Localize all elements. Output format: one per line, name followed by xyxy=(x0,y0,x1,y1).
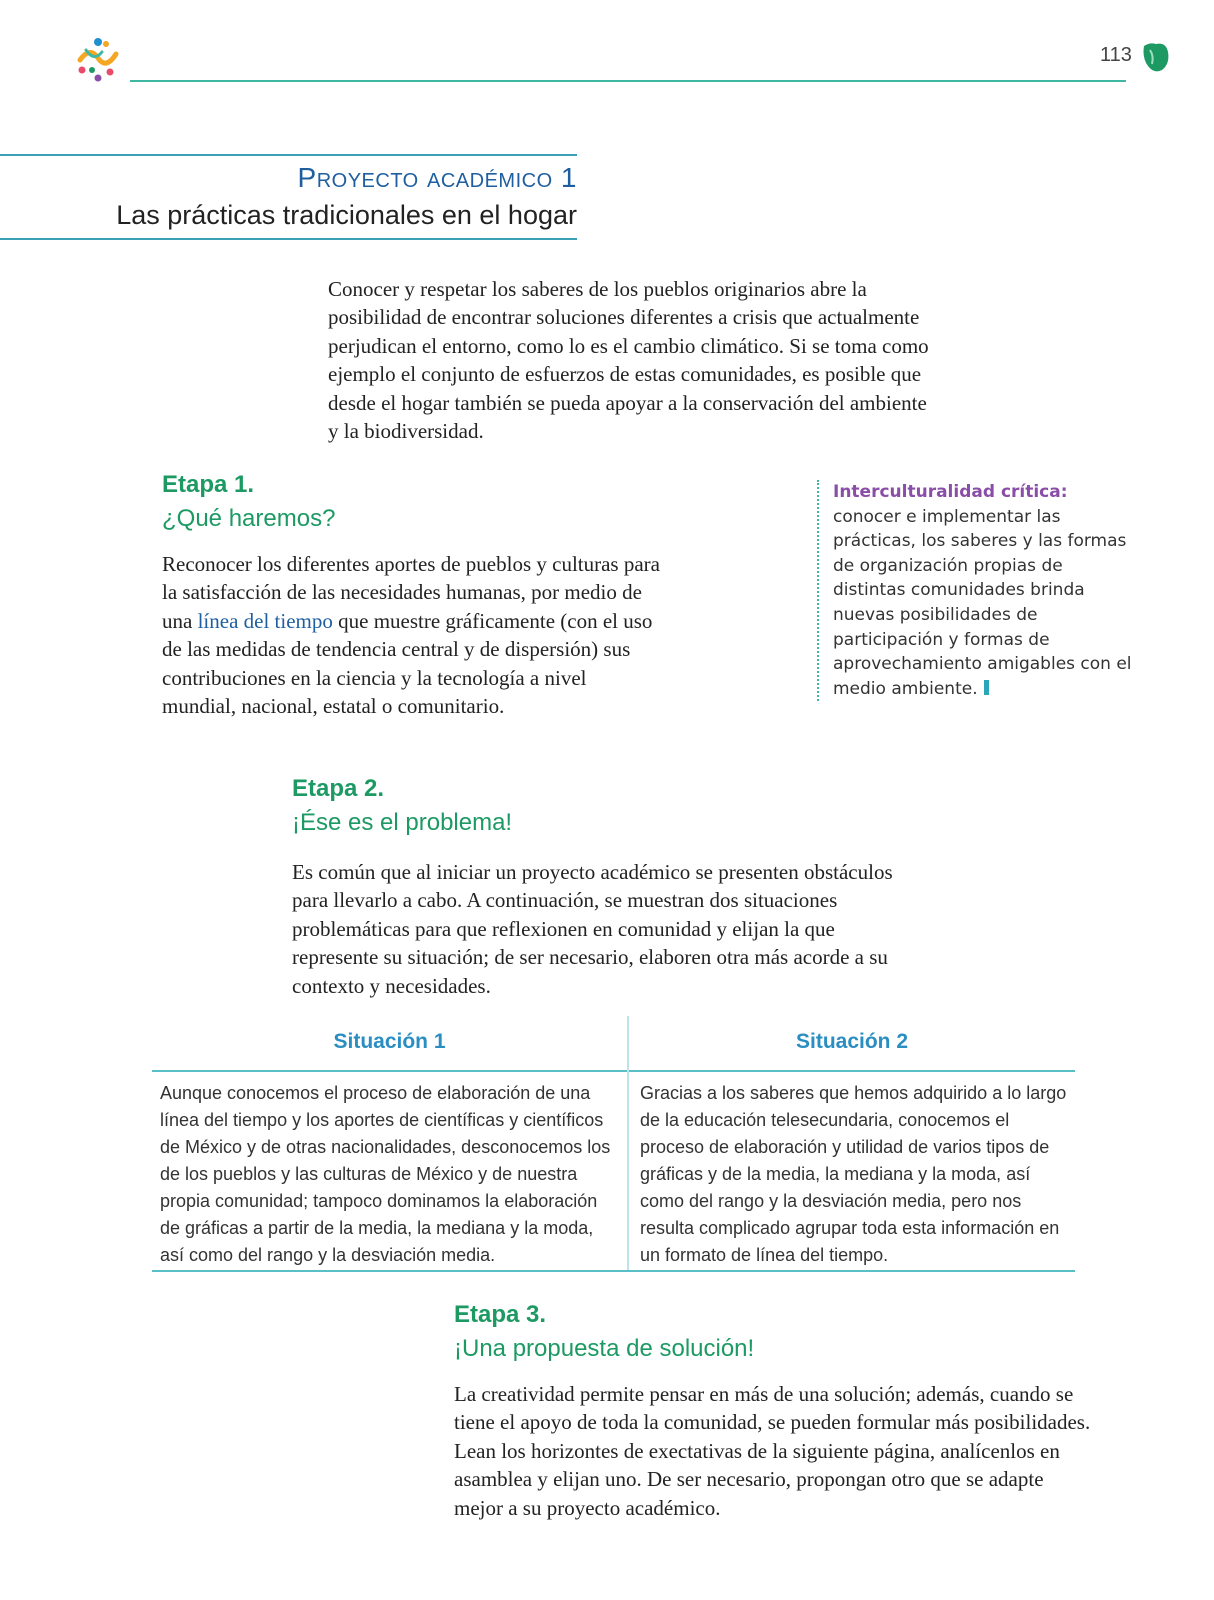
stage-3-question: ¡Una propuesta de solución! xyxy=(454,1335,755,1362)
end-mark-icon xyxy=(984,680,989,695)
project-title: Proyecto académico 1 xyxy=(297,162,577,193)
stage-1-question: ¿Qué haremos? xyxy=(162,505,336,532)
timeline-link[interactable]: línea del tiempo xyxy=(197,608,333,633)
table-bottom-rule xyxy=(152,1270,1075,1272)
title-rule-top xyxy=(0,154,577,156)
situation-2-text: Gracias a los saberes que hemos adquirido a lo largo de la educación telesecundaria, conocemos el proceso de elaboración y utilidad de varios tipos de gráficas y de la media, la mediana y la moda, así como del rango y la desviación media, pero nos resulta complicado agrupar toda esta información en un formato de línea del tiempo. xyxy=(640,1083,1067,1265)
stage-2-question: ¡Ése es el problema! xyxy=(292,809,513,836)
stage-2-paragraph: Es común que al iniciar un proyecto académico se presenten obstáculos para llevarlo a cabo. A continuación, se muestran dos situaciones problemáticas para que reflexionen en comunidad y elijan la que represente su situación; de ser necesario, elaboren otra más acorde a su contexto y necesidades. xyxy=(292,860,893,998)
stage-3-label: Etapa 3. xyxy=(454,1301,547,1328)
community-logo-icon xyxy=(72,32,124,84)
stage-2-label: Etapa 2. xyxy=(292,775,385,802)
stage-1-paragraph xyxy=(162,550,662,720)
situation-2-header: Situación 2 xyxy=(795,1030,909,1053)
situation-1-header: Situación 1 xyxy=(333,1030,446,1053)
decorative-leaf-icon xyxy=(1140,40,1170,74)
stage-3-heading xyxy=(454,1298,754,1366)
stage-3-paragraph: La creatividad permite pensar en más de una solución; además, cuando se tiene el apoyo de toda la comunidad, se pueden formular más posibilidades. Lean los horizontes de exectativas de la siguiente página, analícenlos en asamblea y elijan uno. De ser necesario, propongan otro que se adapte mejor a su proyecto académico. xyxy=(454,1382,1091,1520)
intro-paragraph: Conocer y respetar los saberes de los pueblos originarios abre la posibilidad de encontrar soluciones diferentes a crisis que actualmente perjudican el entorno, como lo es el cambio climático. Si se toma como ejemplo el conjunto de esfuerzos de estas comunidades, es posible que desde el hogar también se pueda apoyar a la conservación del ambiente y la biodiversidad. xyxy=(328,277,929,444)
situation-1-text: Aunque conocemos el proceso de elaboración de una línea del tiempo y los aportes de científicas y científicos de México y de otras nacionalidades, desconocemos los de los pueblos y las culturas de México y de nuestra propia comunidad; tampoco dominamos la elaboración de gráficas a partir de la media, la mediana y la moda, así como del rango y la desviación media. xyxy=(160,1083,611,1265)
table-header-rule xyxy=(152,1070,1075,1072)
project-subtitle: Las prácticas tradicionales en el hogar xyxy=(116,200,577,230)
glossary-sidebar xyxy=(817,480,1133,701)
page-number: 113 xyxy=(1100,44,1132,66)
stage-1-text-before: Reconocer los diferentes aportes de pueblos y culturas para la satisfacción de las necesidades humanas, por medio de una xyxy=(162,552,660,633)
stage-2-heading xyxy=(292,772,512,840)
stage-1-text-after: que muestre gráficamente (con el uso de las medidas de tendencia central y de dispersión) sus contribuciones en la ciencia y la tecnología a nivel mundial, nacional, estatal o comunitario. xyxy=(162,608,653,719)
sidebar-text: conocer e implementar las prácticas, los saberes y las formas de organización propias de distintas comunidades brinda nuevas posibilidades de participación y formas de aprovechamiento amigables con el medio ambiente. xyxy=(833,506,1132,699)
title-rule-bottom xyxy=(0,238,577,240)
situations-table xyxy=(152,1020,1075,1270)
sidebar-title: Interculturalidad crítica: xyxy=(833,482,1068,502)
table-column-divider xyxy=(627,1016,629,1272)
stage-1-heading xyxy=(162,468,335,536)
header-rule xyxy=(130,80,1126,82)
stage-1-label: Etapa 1. xyxy=(162,471,255,498)
